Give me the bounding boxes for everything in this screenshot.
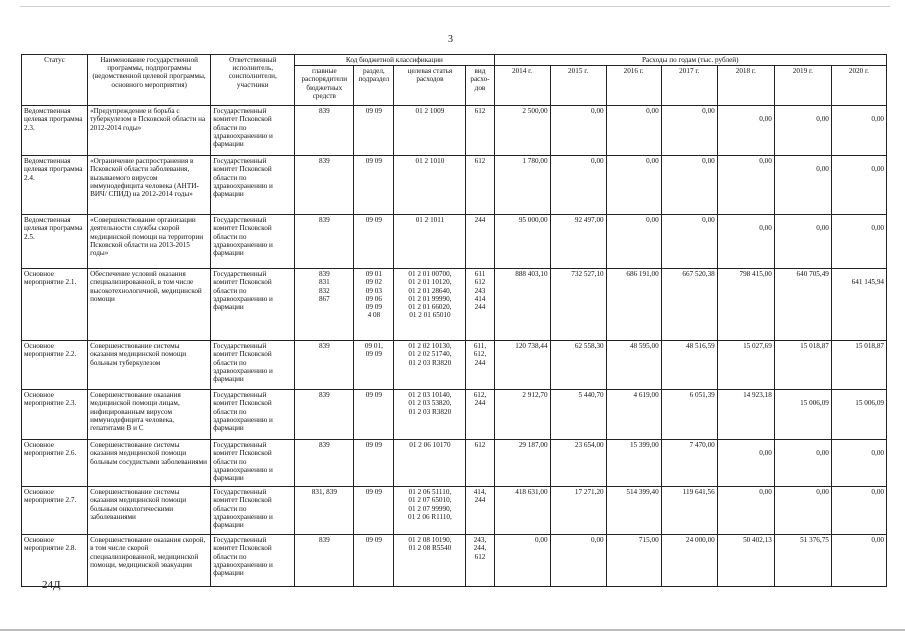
row-value: 0,00 [831,440,886,487]
row-value: 0,00 [774,487,831,535]
row-value: 0,00 [550,535,606,587]
row-gr: 839 [295,440,354,487]
row-value: 888 403,10 [494,269,550,341]
row-program: «Совершенствование организации деятельности службы скорой медицинской помощи на территории Псковской области на 2013-2015 годы» [88,215,211,269]
row-value: 0,00 [831,487,886,535]
row-type: 611, 612, 244 [466,341,494,390]
footer-code: 24Д [42,579,61,591]
header-year: 2019 г. [774,66,831,106]
row-gr: 839 [295,390,354,440]
row-status: Основное мероприятие 2.1. [22,269,88,341]
row-program: «Ограничение распространения в Псковской области заболевания, вызываемого вирусом иммунодефицита человека (АНТИ-ВИЧ/ СПИД) на 2012-2014 годы» [88,156,211,215]
row-target: 01 2 1009 [394,106,466,156]
row-type: 243, 244, 612 [466,535,494,587]
row-program: Совершенствование системы оказания медицинской помощи больным сосудистыми заболеваниями [88,440,211,487]
table-row [22,535,887,587]
row-executor: Государственный комитет Псковской области по здравоохранению и фармации [211,269,295,341]
row-type: 414, 244 [466,487,494,535]
row-target: 01 2 06 10170 [394,440,466,487]
row-value: 0,00 [717,156,774,215]
row-value: 0,00 [550,156,606,215]
row-value: 6 051,39 [661,390,717,440]
row-value: 0,00 [774,156,831,215]
table-row [22,390,887,440]
row-value: 0,00 [661,215,717,269]
row-value: 2 500,00 [494,106,550,156]
row-value: 732 527,10 [550,269,606,341]
row-target: 01 2 01 00700, 01 2 01 10120, 01 2 01 28640, 01 2 01 99990, 01 2 01 66020, 01 2 01 65010 [394,269,466,341]
row-value: 0,00 [606,156,661,215]
row-gr: 839 831 832 867 [295,269,354,341]
row-gr: 839 [295,215,354,269]
row-value: 15 018,87 [774,341,831,390]
row-executor: Государственный комитет Псковской области по здравоохранению и фармации [211,487,295,535]
row-section: 09 01, 09 09 [354,341,394,390]
row-value: 0,00 [661,106,717,156]
row-value: 95 000,00 [494,215,550,269]
row-value: 514 399,40 [606,487,661,535]
row-status: Ведомственная целевая программа 2.4. [22,156,88,215]
row-value: 14 923,18 [717,390,774,440]
row-value: 0,00 [717,106,774,156]
page-number: 3 [448,34,453,45]
table-row [22,156,887,215]
row-target: 01 2 06 51110, 01 2 07 65010, 01 2 07 99990, 01 2 06 R1110, [394,487,466,535]
row-type: 611 612 243 414 244 [466,269,494,341]
row-value: 51 376,75 [774,535,831,587]
row-type: 612 [466,156,494,215]
row-value: 0,00 [831,215,886,269]
row-value: 119 641,56 [661,487,717,535]
row-status: Ведомственная целевая программа 2.5. [22,215,88,269]
header-kbk-section: раздел, подраздел [354,66,394,106]
row-target: 01 2 03 10140, 01 2 03 53820, 01 2 03 R3820 [394,390,466,440]
row-executor: Государственный комитет Псковской области по здравоохранению и фармации [211,156,295,215]
row-section: 09 09 [354,440,394,487]
header-program: Наименование государственной программы, подпрограммы (ведомственной целевой программы, основного мероприятия) [88,55,211,106]
row-value: 0,00 [774,440,831,487]
row-type: 612 [466,440,494,487]
row-value: 641 145,94 [831,269,886,341]
header-expenses: Расходы по годам (тыс. рублей) [494,55,887,66]
row-gr: 839 [295,156,354,215]
row-status: Основное мероприятие 2.6. [22,440,88,487]
header-year: 2020 г. [831,66,886,106]
row-value: 4 619,00 [606,390,661,440]
row-status: Основное мероприятие 2.7. [22,487,88,535]
row-value: 640 705,49 [774,269,831,341]
row-section: 09 09 [354,487,394,535]
header-kbk-target: целевая статья расходов [394,66,466,106]
row-value: 0,00 [717,487,774,535]
row-value: 0,00 [774,106,831,156]
row-value: 17 271,20 [550,487,606,535]
row-gr: 839 [295,341,354,390]
row-value: 15 018,87 [831,341,886,390]
row-target: 01 2 1010 [394,156,466,215]
row-value: 15 027,69 [717,341,774,390]
row-target: 01 2 08 10190, 01 2 08 R5540 [394,535,466,587]
row-value: 48 516,59 [661,341,717,390]
row-executor: Государственный комитет Псковской области по здравоохранению и фармации [211,341,295,390]
row-program: Совершенствование оказания скорой, в том числе скорой специализированной, медицинской помощи, медицинской эвакуации [88,535,211,587]
row-program: Совершенствование системы оказания медицинской помощи больным онкологическими заболеваниями [88,487,211,535]
row-executor: Государственный комитет Псковской области по здравоохранению и фармации [211,390,295,440]
header-year: 2016 г. [606,66,661,106]
row-gr: 839 [295,535,354,587]
row-status: Основное мероприятие 2.2. [22,341,88,390]
header-kbk: Код бюджетной классификации [295,55,494,66]
row-program: «Предупреждение и борьба с туберкулезом в Псковской области на 2012-2014 годы» [88,106,211,156]
table-row [22,106,887,156]
row-value: 0,00 [831,156,886,215]
bottom-scan-edge [0,629,905,631]
row-target: 01 2 1011 [394,215,466,269]
header-year: 2015 г. [550,66,606,106]
row-value: 686 191,00 [606,269,661,341]
row-type: 612 [466,106,494,156]
row-value: 92 497,00 [550,215,606,269]
row-value: 15 006,09 [831,390,886,440]
row-target: 01 2 02 10130, 01 2 02 51740, 01 2 03 R3820 [394,341,466,390]
row-value: 0,00 [550,106,606,156]
row-value: 1 780,00 [494,156,550,215]
top-scan-edge [20,6,890,7]
row-value: 715,00 [606,535,661,587]
row-value: 0,00 [774,215,831,269]
header-kbk-type: вид расхо-дов [466,66,494,106]
row-value: 5 440,70 [550,390,606,440]
row-section: 09 09 [354,156,394,215]
row-value: 62 558,30 [550,341,606,390]
table-row [22,487,887,535]
row-section: 09 09 [354,106,394,156]
row-value: 798 415,00 [717,269,774,341]
header-status: Статус [22,55,88,106]
row-section: 09 01 09 02 09 03 09 06 09 09 4 08 [354,269,394,341]
row-section: 09 09 [354,535,394,587]
row-value: 0,00 [606,215,661,269]
row-program: Обеспечение условий оказания специализированной, в том числе высокотехнологичной, медицинской помощи [88,269,211,341]
row-program: Совершенствование оказания медицинской помощи лицам, инфицированным вирусом иммунодефицита человека, гепатитами В и С [88,390,211,440]
table-row [22,341,887,390]
row-value: 0,00 [831,106,886,156]
row-value: 0,00 [831,535,886,587]
row-value: 0,00 [494,535,550,587]
row-gr: 839 [295,106,354,156]
row-value: 2 912,70 [494,390,550,440]
row-value: 23 654,00 [550,440,606,487]
row-executor: Государственный комитет Псковской области по здравоохранению и фармации [211,535,295,587]
table-row [22,269,887,341]
row-value: 0,00 [717,215,774,269]
row-value: 120 738,44 [494,341,550,390]
row-value: 24 000,00 [661,535,717,587]
row-status: Основное мероприятие 2.8. [22,535,88,587]
row-value: 29 187,00 [494,440,550,487]
row-type: 244 [466,215,494,269]
budget-table [21,54,887,587]
row-executor: Государственный комитет Псковской области по здравоохранению и фармации [211,440,295,487]
row-status: Ведомственная целевая программа 2.3. [22,106,88,156]
row-value: 48 595,00 [606,341,661,390]
header-year: 2017 г. [661,66,717,106]
row-value: 0,00 [717,440,774,487]
row-executor: Государственный комитет Псковской области по здравоохранению и фармации [211,215,295,269]
row-section: 09 09 [354,390,394,440]
row-value: 7 470,00 [661,440,717,487]
row-value: 0,00 [661,156,717,215]
row-value: 15 006,09 [774,390,831,440]
row-value: 15 399,00 [606,440,661,487]
row-type: 612, 244 [466,390,494,440]
row-value: 667 520,38 [661,269,717,341]
table-row [22,440,887,487]
row-gr: 831, 839 [295,487,354,535]
row-program: Совершенствование системы оказания медицинской помощи больным туберкулезом [88,341,211,390]
row-status: Основное мероприятие 2.3. [22,390,88,440]
table-row [22,215,887,269]
header-kbk-main: главные распорядители бюджетных средств [295,66,354,106]
row-section: 09 09 [354,215,394,269]
row-executor: Государственный комитет Псковской области по здравоохранению и фармации [211,106,295,156]
header-executor: Ответственный исполнитель, соисполнители, участники [211,55,295,106]
row-value: 0,00 [606,106,661,156]
row-value: 50 402,13 [717,535,774,587]
header-year: 2018 г. [717,66,774,106]
header-year: 2014 г. [494,66,550,106]
row-value: 418 631,00 [494,487,550,535]
